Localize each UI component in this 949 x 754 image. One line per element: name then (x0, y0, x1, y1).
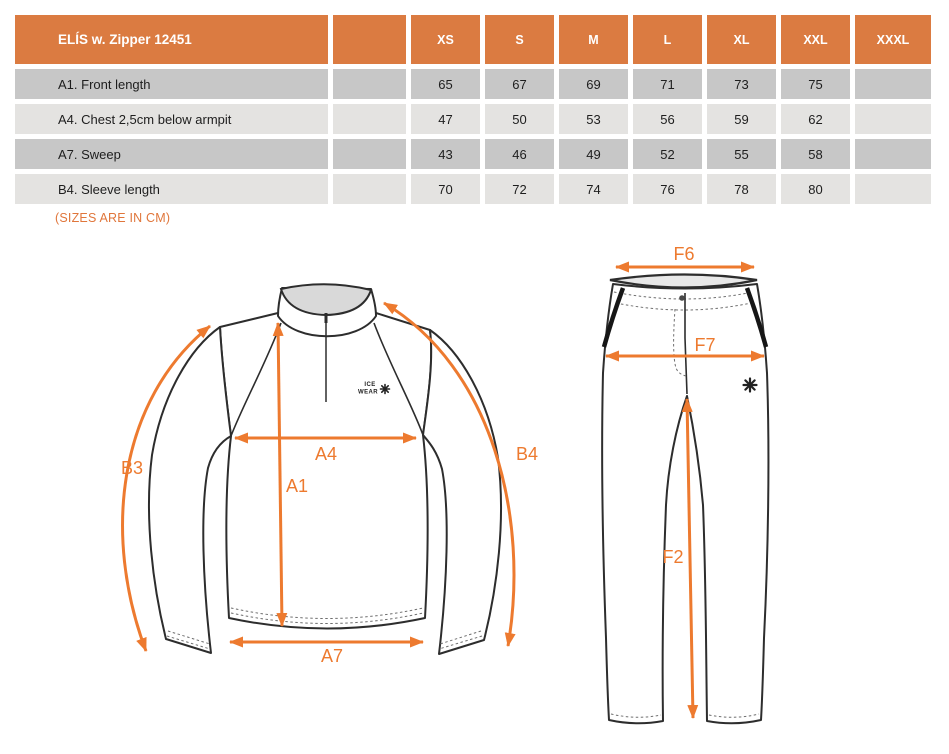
value-cell: 62 (781, 104, 850, 134)
value-cell: 55 (707, 139, 776, 169)
spacer-cell (333, 69, 406, 99)
spacer-cell (333, 139, 406, 169)
measurement-label-a1: A1 (285, 476, 309, 496)
sizes-note: (SIZES ARE IN CM) (55, 211, 171, 225)
table-title-cell: ELÍS w. Zipper 12451 (15, 15, 328, 64)
logo-text-line1: ICE (364, 382, 376, 388)
value-cell: 59 (707, 104, 776, 134)
value-cell: 69 (559, 69, 628, 99)
size-header-l: L (633, 15, 702, 64)
value-cell: 70 (411, 174, 480, 204)
row-label-cell: A1. Front length (15, 69, 328, 99)
size-header-xxxl: XXXL (855, 15, 931, 64)
measurement-label-f7: F7 (694, 335, 716, 355)
value-cell: 76 (633, 174, 702, 204)
value-cell: 78 (707, 174, 776, 204)
measurement-label-b3: B3 (120, 458, 144, 478)
measurement-label-f2: F2 (662, 547, 684, 567)
value-cell: 72 (485, 174, 554, 204)
value-cell: 47 (411, 104, 480, 134)
value-cell: 71 (633, 69, 702, 99)
value-cell: 52 (633, 139, 702, 169)
size-header-m: M (559, 15, 628, 64)
value-cell: 43 (411, 139, 480, 169)
value-cell: 58 (781, 139, 850, 169)
table-row (15, 104, 931, 134)
spacer-cell (333, 104, 406, 134)
size-header-xl: XL (707, 15, 776, 64)
value-cell (855, 139, 931, 169)
value-cell: 74 (559, 174, 628, 204)
size-header-s: S (485, 15, 554, 64)
waist-button (679, 295, 685, 301)
table-row (15, 139, 931, 169)
row-label-cell: B4. Sleeve length (15, 174, 328, 204)
measurement-arrow-f2 (687, 399, 693, 718)
value-cell: 80 (781, 174, 850, 204)
value-cell: 53 (559, 104, 628, 134)
spacer-header-cell (333, 15, 406, 64)
value-cell: 67 (485, 69, 554, 99)
value-cell: 65 (411, 69, 480, 99)
row-label-cell: A4. Chest 2,5cm below armpit (15, 104, 328, 134)
table-row (15, 174, 931, 204)
jacket-sleeve-left (149, 327, 231, 653)
jacket-diagram (100, 255, 560, 675)
value-cell (855, 104, 931, 134)
value-cell (855, 69, 931, 99)
spacer-cell (333, 174, 406, 204)
row-label-cell: A7. Sweep (15, 139, 328, 169)
value-cell (855, 174, 931, 204)
measurement-label-a4: A4 (314, 444, 338, 464)
value-cell: 75 (781, 69, 850, 99)
value-cell: 50 (485, 104, 554, 134)
value-cell: 73 (707, 69, 776, 99)
table-row (15, 69, 931, 99)
pants-diagram (570, 243, 949, 754)
value-cell: 56 (633, 104, 702, 134)
snowflake-icon (744, 379, 757, 392)
snowflake-icon (381, 385, 390, 394)
measurement-label-b4: B4 (515, 444, 539, 464)
size-table (10, 10, 936, 209)
size-header-xs: XS (411, 15, 480, 64)
value-cell: 49 (559, 139, 628, 169)
measurement-label-a7: A7 (320, 646, 344, 666)
measurement-label-f6: F6 (673, 244, 695, 264)
value-cell: 46 (485, 139, 554, 169)
logo-text-line2: WEAR (358, 389, 378, 396)
size-header-xxl: XXL (781, 15, 850, 64)
table-header-row (15, 15, 931, 64)
